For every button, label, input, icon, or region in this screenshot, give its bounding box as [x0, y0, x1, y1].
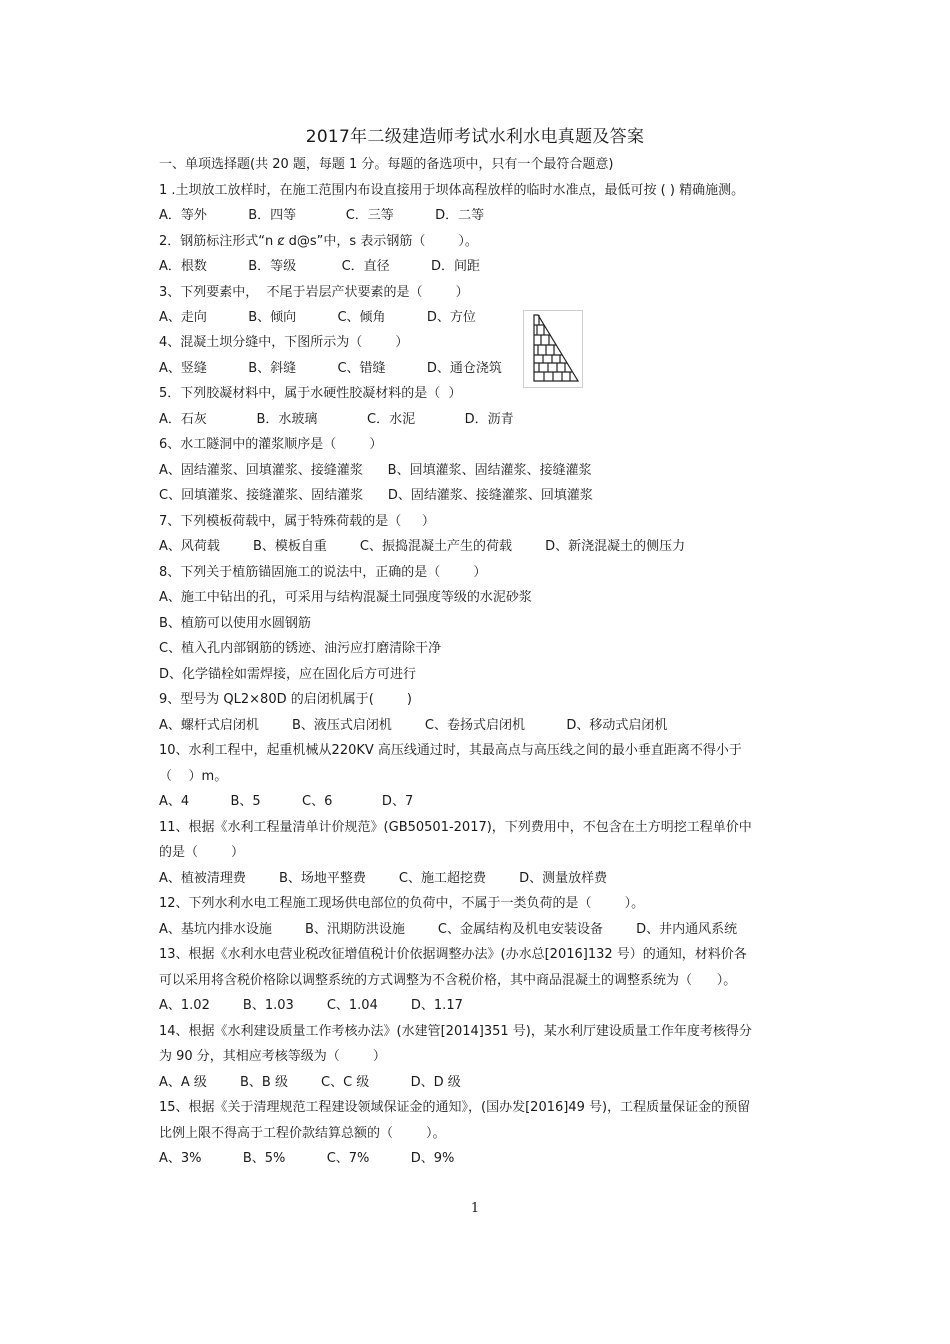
question-12: 12、下列水利水电工程施工现场供电部位的负荷中，不属于一类负荷的是（ ）。	[159, 896, 645, 911]
staggered-joint-dam-figure-icon	[523, 310, 583, 388]
document-title: 2017年二级建造师考试水利水电真题及答案	[305, 127, 645, 147]
question-5: 5．下列胶凝材料中，属于水硬性胶凝材料的是（ ）	[159, 386, 462, 401]
question-14: 14、根据《水利建设质量工作考核办法》(水建管[2014]351 号)，某水利厅建设质量工作年度考核得分	[159, 1024, 752, 1039]
question-9-options: A、螺杆式启闭机 B、液压式启闭机 C、卷扬式启闭机 D、移动式启闭机	[159, 718, 668, 733]
question-4: 4、混凝土坝分缝中，下图所示为（ ）	[159, 335, 409, 350]
question-2: 2．钢筋标注形式“n ȼ d@s”中，s 表示钢筋（ ）。	[159, 234, 478, 249]
question-14-cont: 为 90 分，其相应考核等级为（ ）	[159, 1049, 386, 1064]
question-1-options: A．等外 B．四等 C．三等 D．二等	[159, 208, 485, 223]
question-11-options: A、植被清理费 B、场地平整费 C、施工超挖费 D、测量放样费	[159, 871, 608, 886]
question-10-cont: （ ）m。	[159, 769, 228, 784]
question-11-cont: 的是（ ）	[159, 845, 245, 860]
question-15-cont: 比例上限不得高于工程价款结算总额的（ ）。	[159, 1126, 446, 1141]
question-9: 9、型号为 QL2×80D 的启闭机属于( )	[159, 692, 412, 707]
question-4-options: A、竖缝 B、斜缝 C、错缝 D、通仓浇筑	[159, 361, 502, 376]
question-15: 15、根据《关于清理规范工程建设领域保证金的通知》，(国办发[2016]49 号)，工程质量保证金的预留	[159, 1100, 751, 1115]
question-1: 1 .土坝放工放样时，在施工范围内布设直接用于坝体高程放样的临时水准点，最低可按 ( ) 精确施测。	[159, 183, 745, 198]
question-7: 7、下列模板荷载中，属于特殊荷载的是（ ）	[159, 514, 435, 529]
question-8-option-c: C、植入孔内部钢筋的锈迹、油污应打磨清除干净	[159, 641, 442, 656]
question-14-options: A、A 级 B、B 级 C、C 级 D、D 级	[159, 1075, 461, 1090]
question-5-options: A．石灰 B．水玻璃 C．水泥 D．沥青	[159, 412, 514, 427]
section-heading: 一、单项选择题(共 20 题，每题 1 分。每题的备选项中，只有一个最符合题意)	[159, 157, 614, 172]
question-6-options-ab: A、固结灌浆、回填灌浆、接缝灌浆 B、回填灌浆、固结灌浆、接缝灌浆	[159, 463, 592, 478]
page-number: 1	[470, 1201, 480, 1216]
question-10: 10、水利工程中，起重机械从220KV 高压线通过时，其最高点与高压线之间的最小垂直距离不得小于	[159, 743, 742, 758]
question-6-options-cd: C、回填灌浆、接缝灌浆、固结灌浆 D、固结灌浆、接缝灌浆、回填灌浆	[159, 488, 593, 503]
question-13-options: A、1.02 B、1.03 C、1.04 D、1.17	[159, 998, 463, 1013]
question-7-options: A、风荷载 B、模板自重 C、振捣混凝土产生的荷载 D、新浇混凝土的侧压力	[159, 539, 686, 554]
dam-joint-drawing	[524, 311, 582, 387]
question-8: 8、下列关于植筋锚固施工的说法中，正确的是（ ）	[159, 565, 487, 580]
question-12-options: A、基坑内排水设施 B、汛期防洪设施 C、金属结构及机电安装设备 D、井内通风系统	[159, 922, 738, 937]
question-2-options: A．根数 B．等级 C．直径 D．间距	[159, 259, 481, 274]
question-8-option-a: A、施工中钻出的孔，可采用与结构混凝土同强度等级的水泥砂浆	[159, 590, 532, 605]
question-11: 11、根据《水利工程量清单计价规范》(GB50501-2017)，下列费用中，不包含在土方明挖工程单价中	[159, 820, 752, 835]
question-6: 6、水工隧洞中的灌浆顺序是（ ）	[159, 437, 383, 452]
question-15-options: A、3% B、5% C、7% D、9%	[159, 1151, 455, 1166]
question-8-option-b: B、植筋可以使用水圆钢筋	[159, 616, 311, 631]
question-8-option-d: D、化学锚栓如需焊接，应在固化后方可进行	[159, 667, 417, 682]
question-3-options: A、走向 B、倾向 C、倾角 D、方位	[159, 310, 476, 325]
question-13-cont: 可以采用将含税价格除以调整系统的方式调整为不含税价格，其中商品混凝土的调整系统为（ ）。	[159, 973, 737, 988]
question-3: 3、下列要素中， 不尾于岩层产状要素的是（ ）	[159, 285, 469, 300]
question-10-options: A、4 B、5 C、6 D、7	[159, 794, 414, 809]
question-13: 13、根据《水利水电营业税改征增值税计价依据调整办法》(办水总[2016]132 号）的通知，材料价各	[159, 947, 747, 962]
